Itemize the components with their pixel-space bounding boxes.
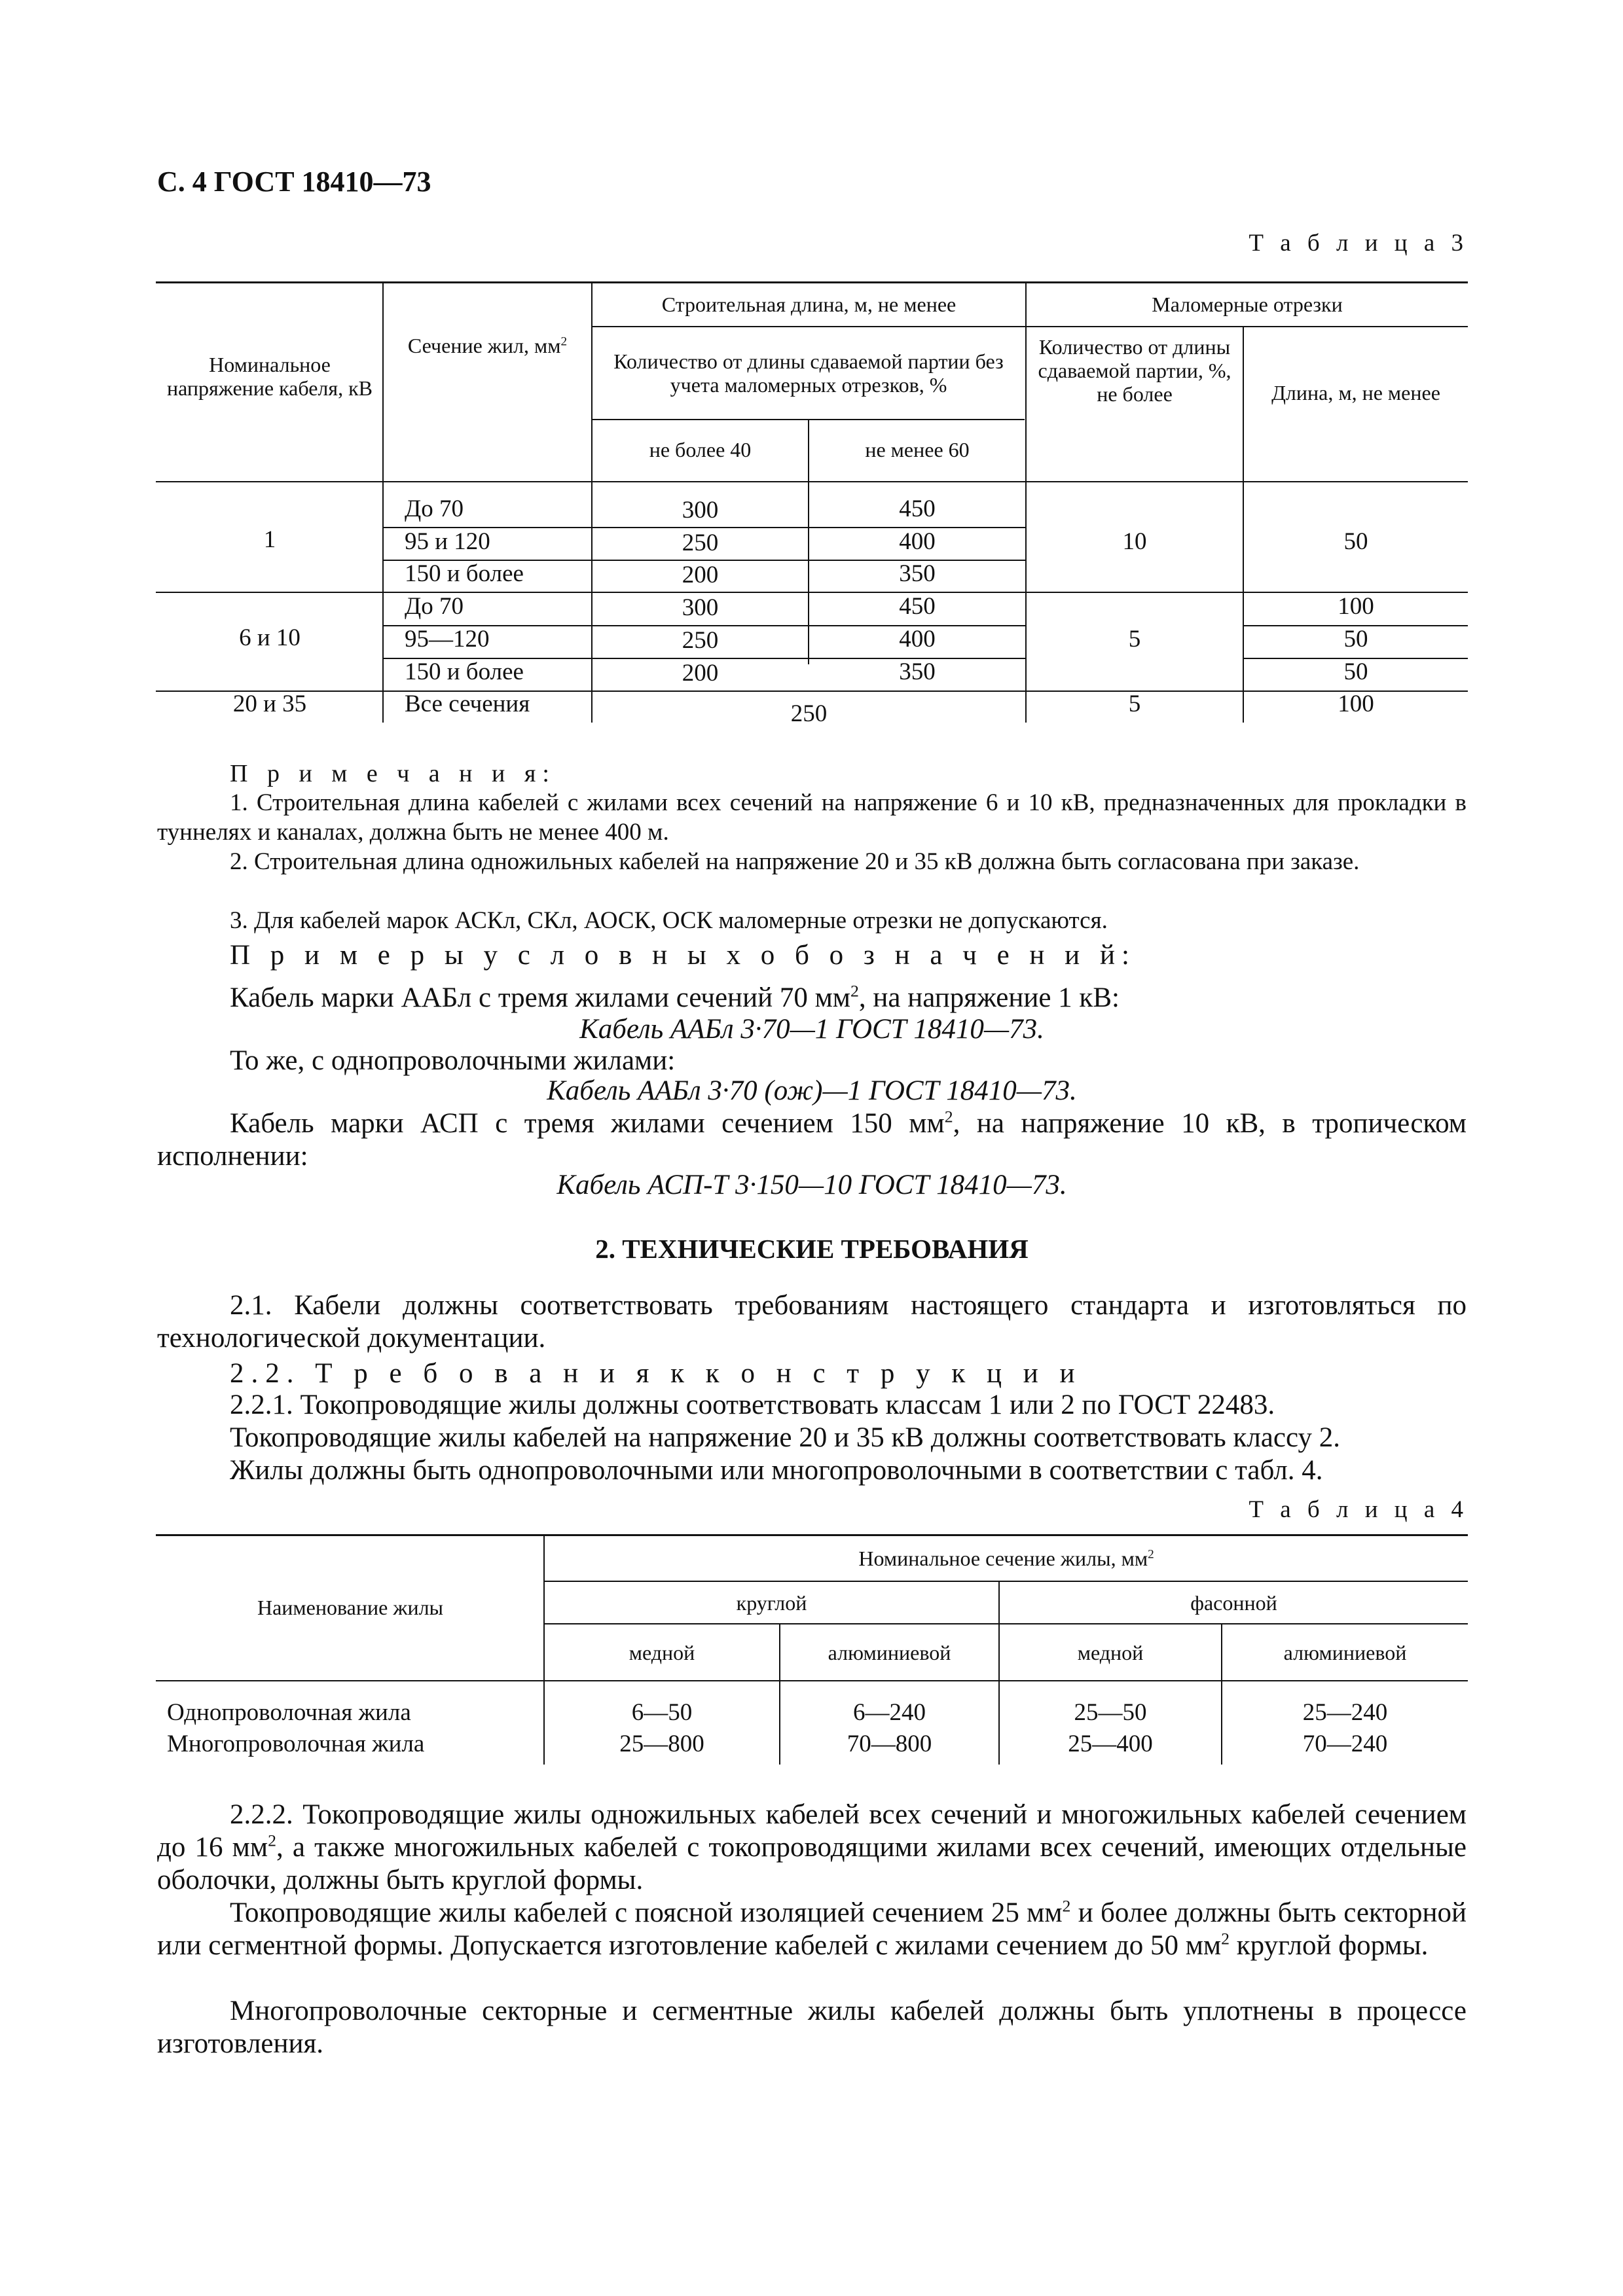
para-2-2-1: 2.2.1. Токопроводящие жилы должны соответствовать классам 1 или 2 по ГОСТ 22483. — [230, 1390, 1275, 1420]
para-2-2-1c: Жилы должны быть однопроволочными или многопроволочными в соответствии с табл. 4. — [230, 1455, 1323, 1486]
th-le40: не более 40 — [649, 438, 752, 461]
note-3: 3. Для кабелей марок АСКл, СКл, АОСК, ОСК маломерные отрезки не допускаются. — [230, 907, 1108, 934]
th-build-length: Строительная длина, м, не менее — [661, 293, 957, 316]
section-cell: До 70 — [405, 593, 464, 620]
section-cell: 150 и более — [405, 658, 524, 685]
examples-title: П р и м е р ы у с л о в н ы х о б о з н а ч е н и й: — [230, 940, 1136, 971]
page-header: С. 4 ГОСТ 18410—73 — [157, 166, 431, 198]
th-quantity: Количество от длины сдаваемой партии без учета маломерных отрезков, % — [613, 350, 1004, 397]
section-cell: До 70 — [405, 495, 464, 522]
ge60-cell: 350 — [899, 560, 936, 587]
t4-th-round-al: алюминиевой — [828, 1640, 951, 1664]
example-3-text: Кабель марки АСП с тремя жилами сечением 150 $мм^2$, на напряжение 10 кВ, в тропическом исполнении: — [157, 1107, 1467, 1172]
t4-th-round-cu: медной — [629, 1640, 695, 1664]
para-2-2: 2.2. Т р е б о в а н и я к к о н с т р у к ц и и — [230, 1358, 1082, 1389]
t4-th-shaped-al: алюминиевой — [1283, 1640, 1407, 1664]
short-qty-cell: 5 — [1128, 626, 1141, 653]
note-1: 1. Строительная длина кабелей с жилами всех сечений на напряжение 6 и 10 кВ, предназначенных для прокладки в туннелях и каналах, должна быть не менее 400 м. — [157, 789, 1467, 846]
th-ge60: не менее 60 — [865, 438, 970, 461]
th-section: Сечение жил, $мм^2$ — [407, 334, 568, 357]
t4-th-section: Номинальное сечение жилы, $мм^2$ — [858, 1546, 1154, 1570]
example-3-code: Кабель АСП-Т 3·150—10 ГОСТ 18410—73. — [556, 1170, 1067, 1200]
le40-cell: 250 — [682, 529, 719, 556]
example-1-code: Кабель ААБл 3·70—1 ГОСТ 18410—73. — [579, 1014, 1044, 1045]
th-short-qty: Количество от длины сдаваемой партии, %, не более — [1038, 335, 1231, 406]
short-len-cell: 50 — [1343, 658, 1368, 685]
short-len-cell: 50 — [1343, 528, 1368, 555]
t4-cell: 70—800 — [847, 1731, 932, 1757]
notes-title: П р и м е ч а н и я: — [230, 760, 556, 787]
short-len-cell: 50 — [1343, 626, 1368, 653]
example-1-text: Кабель марки ААБл с тремя жилами сечений 70 $мм^2$, на напряжение 1 кВ: — [230, 981, 1120, 1013]
voltage-1: 1 — [263, 526, 276, 553]
ge60-cell: 350 — [899, 658, 936, 685]
table3-caption: Т а б л и ц а 3 — [1249, 230, 1468, 257]
ge60-cell: 400 — [899, 528, 936, 555]
t4-cell: 25—400 — [1068, 1731, 1153, 1757]
para-2-2-1b: Токопроводящие жилы кабелей на напряжение 20 и 35 кВ должны соответствовать классу 2. — [230, 1422, 1341, 1453]
th-voltage: Номинальное напряжение кабеля, кВ — [167, 353, 373, 400]
le40-cell: 200 — [682, 562, 719, 588]
section-cell: 95 и 120 — [405, 528, 490, 555]
ge60-cell: 450 — [899, 593, 936, 620]
le40-cell: 200 — [682, 660, 719, 687]
para-compact: Многопроволочные секторные и сегментные жилы кабелей должны быть уплотнены в процессе изготовления. — [157, 1996, 1467, 2059]
t4-th-shaped-cu: медной — [1077, 1640, 1144, 1664]
short-qty-cell: 10 — [1122, 528, 1147, 555]
table4-caption: Т а б л и ц а 4 — [1249, 1496, 1468, 1523]
build-all-sections: 250 — [790, 700, 828, 727]
t4-th-shaped: фасонной — [1190, 1590, 1277, 1615]
example-2-text: То же, с однопроволочными жилами: — [230, 1045, 676, 1076]
ge60-cell: 400 — [899, 626, 936, 653]
t4-row-name: Многопроволочная жила — [167, 1731, 425, 1757]
short-qty-cell: 5 — [1128, 691, 1141, 717]
t4-th-name: Наименование жилы — [257, 1596, 444, 1619]
voltage-20-35: 20 и 35 — [232, 691, 307, 717]
t4-cell: 6—50 — [631, 1699, 693, 1726]
para-2-2-2: 2.2.2. Токопроводящие жилы одножильных кабелей всех сечений и многожильных кабелей сечением до 16 $мм^2$, а также многожильных кабелей с токопроводящими жилами всех сечений, имеющих отдельные оболочки, должны быть круглой формы. — [157, 1799, 1467, 1895]
section-cell: 150 и более — [405, 560, 524, 587]
le40-cell: 300 — [682, 594, 719, 621]
t4-cell: 70—240 — [1302, 1731, 1388, 1757]
le40-cell: 300 — [682, 497, 719, 524]
th-short-len: Длина, м, не менее — [1271, 381, 1440, 404]
le40-cell: 250 — [682, 627, 719, 654]
t4-cell: 25—240 — [1302, 1699, 1388, 1726]
ge60-cell: 450 — [899, 495, 936, 522]
short-len-cell: 100 — [1338, 593, 1374, 620]
example-2-code: Кабель ААБл 3·70 (ож)—1 ГОСТ 18410—73. — [547, 1075, 1077, 1106]
para-2-1: 2.1. Кабели должны соответствовать требованиям настоящего стандарта и изготовляться по технологической документации. — [157, 1290, 1467, 1354]
section-cell: 95—120 — [405, 626, 490, 653]
note-2: 2. Строительная длина одножильных кабелей на напряжение 20 и 35 кВ должна быть согласована при заказе. — [230, 848, 1360, 875]
t4-cell: 6—240 — [853, 1699, 926, 1726]
section-cell: Все сечения — [405, 691, 530, 717]
short-len-cell: 100 — [1338, 691, 1374, 717]
t4-cell: 25—50 — [1074, 1699, 1147, 1726]
th-short-pieces: Маломерные отрезки — [1152, 293, 1343, 316]
t4-th-round: круглой — [736, 1590, 807, 1615]
section-2-title: 2. ТЕХНИЧЕСКИЕ ТРЕБОВАНИЯ — [595, 1234, 1029, 1264]
t4-row-name: Однопроволочная жила — [167, 1699, 411, 1726]
t4-cell: 25—800 — [619, 1731, 704, 1757]
para-sector: Токопроводящие жилы кабелей с поясной изоляцией сечением 25 $мм^2$ и более должны быть секторной или сегментной формы. Допускается изготовление кабелей с жилами сечением до 50 $мм^2$ круглой формы. — [157, 1896, 1467, 1961]
voltage-6-10: 6 и 10 — [239, 624, 301, 651]
